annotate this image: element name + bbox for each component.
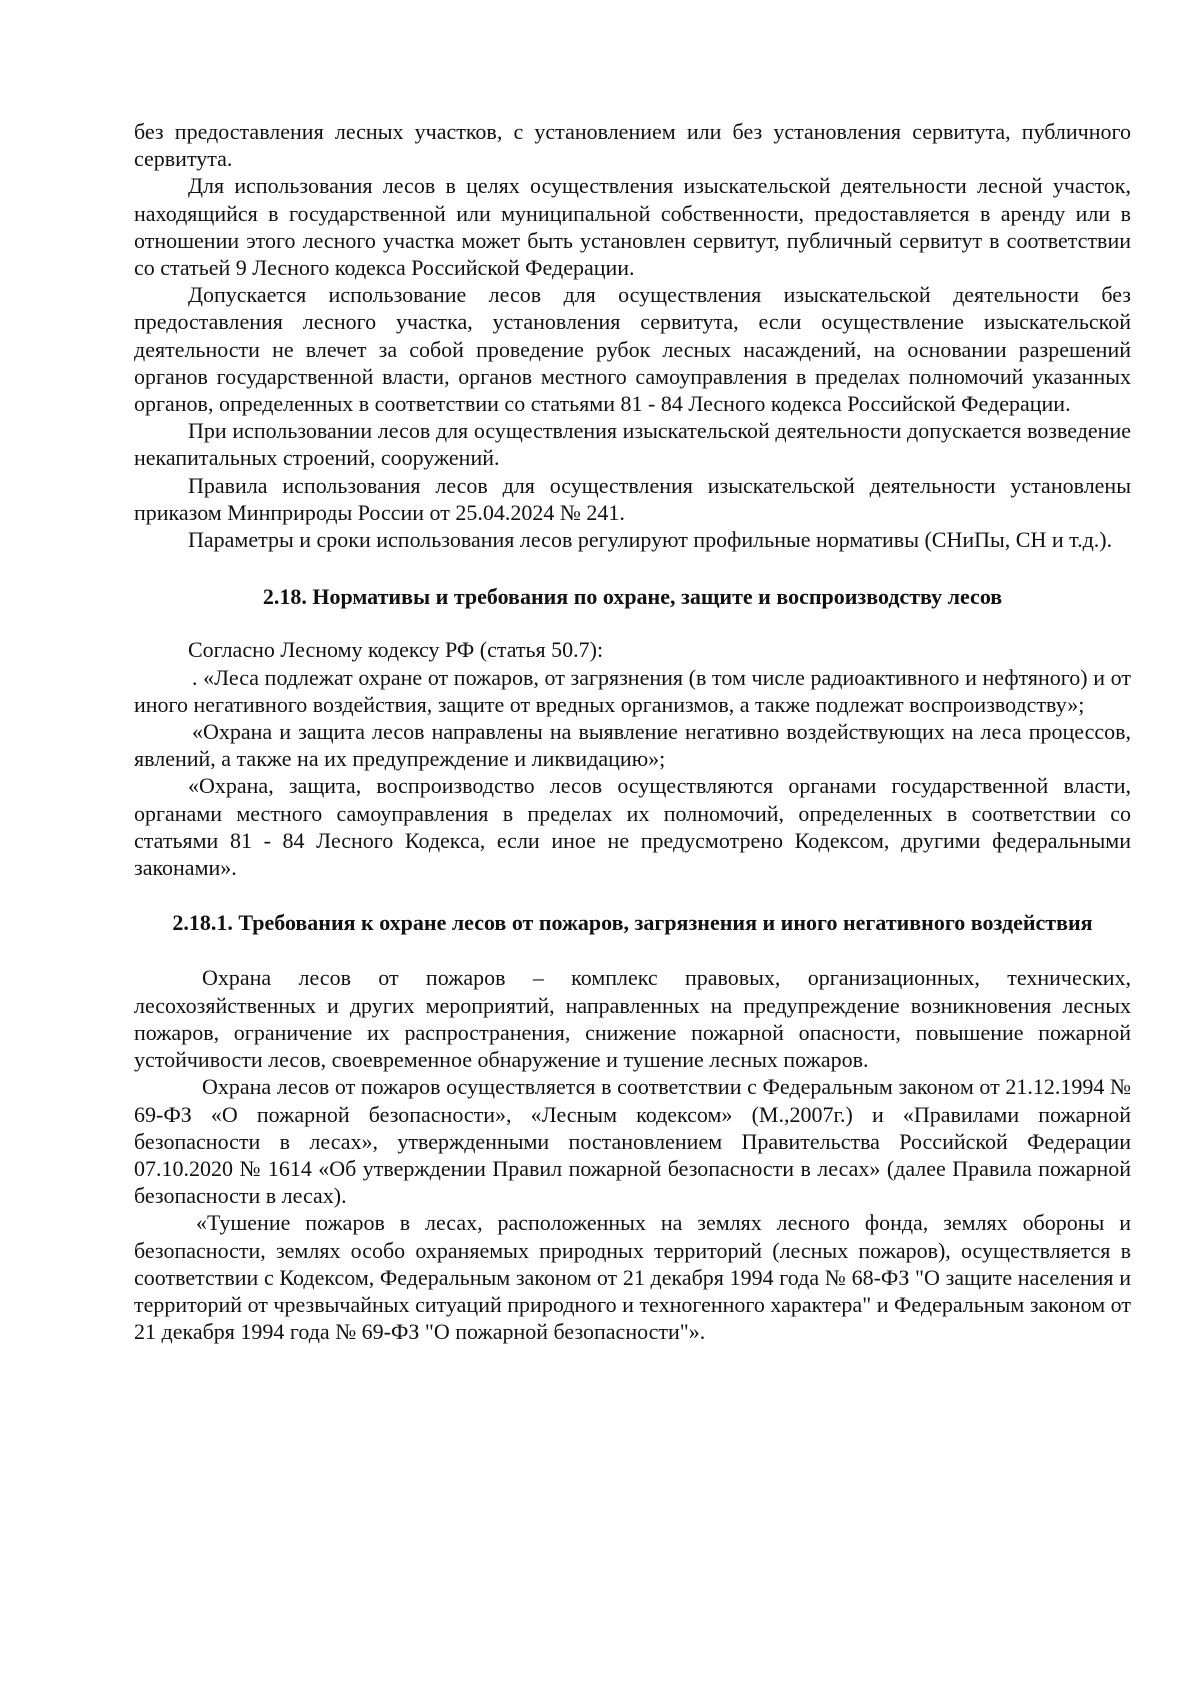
quote-forest-protection: . «Леса подлежат охране от пожаров, от загрязнения (в том числе радиоактивного и нефтяного) и от иного негативного воздействия, защите от вредных организмов, а также подлежат воспроизводству»; xyxy=(134,664,1131,717)
paragraph-fire-protection-law: Охрана лесов от пожаров осуществляется в соответствии с Федеральным законом от 21.12.1994 № 69-ФЗ «О пожарной безопасности», «Лесным кодексом» (М.,2007г.) и «Правилами пожарной безопасности в лесах», утвержденными постановлением Правительства Российской Федерации 07.10.2020 № 1614 «Об утверждении Правил пожарной безопасности в лесах» (далее Правила пожарной безопасности в лесах). xyxy=(134,1074,1131,1209)
quote-protection-aims: «Охрана и защита лесов направлены на выявление негативно воздействующих на леса процессов, явлений, а также на их предупреждение и ликвидацию»; xyxy=(134,719,1131,772)
paragraph-lease-servitude: Для использования лесов в целях осуществления изыскательской деятельности лесной участок, находящийся в государственной или муниципальной собственности, предоставляется в аренду или в отношении этого лесного участка может быть установлен сервитут, публичный сервитут в соответствии со статьей 9 Лесного кодекса Российской Федерации. xyxy=(134,173,1131,281)
section-heading-2-18-1: 2.18.1. Требования к охране лесов от пожаров, загрязнения и иного негативного воздействия xyxy=(172,910,1093,936)
paragraph-fire-protection-definition: Охрана лесов от пожаров – комплекс правовых, организационных, технических, лесохозяйственных и других мероприятий, направленных на предупреждение возникновения лесных пожаров, ограничение их распространения, снижение пожарной опасности, повышение пожарной устойчивости лесов, своевременное обнаружение и тушение лесных пожаров. xyxy=(134,965,1131,1073)
document-page xyxy=(134,118,1131,1345)
paragraph-firefighting-quote: «Тушение пожаров в лесах, расположенных на землях лесного фонда, землях обороны и безопасности, землях особо охраняемых природных территорий (лесных пожаров), осуществляется в соответствии с Кодексом, Федеральным законом от 21 декабря 1994 года № 68-ФЗ "О защите населения и территорий от чрезвычайных ситуаций природного и техногенного характера" и Федеральным законом от 21 декабря 1994 года № 69-ФЗ "О пожарной безопасности"». xyxy=(134,1210,1131,1345)
section-heading-2-18: 2.18. Нормативы и требования по охране, защите и воспроизводству лесов xyxy=(262,584,1003,610)
paragraph-continuation: без предоставления лесных участков, с установлением или без установления сервитута, публичного сервитута. xyxy=(134,119,1131,172)
paragraph-no-plot-allowed: Допускается использование лесов для осуществления изыскательской деятельности без предоставления лесного участка, установления сервитута, если осуществление изыскательской деятельности не влечет за собой проведение рубок лесных насаждений, на основании разрешений органов государственной власти, органов местного самоуправления в пределах полномочий указанных органов, определенных в соответствии со статьями 81 - 84 Лесного кодекса Российской Федерации. xyxy=(134,282,1131,417)
paragraph-intro-code: Согласно Лесному кодексу РФ (статья 50.7): xyxy=(188,637,604,663)
paragraph-parameters: Параметры и сроки использования лесов регулируют профильные нормативы (СНиПы, СН и т.д.). xyxy=(188,527,1113,553)
paragraph-rules-order: Правила использования лесов для осуществления изыскательской деятельности установлены приказом Минприроды России от 25.04.2024 № 241. xyxy=(134,472,1131,525)
paragraph-noncapital-structures: При использовании лесов для осуществления изыскательской деятельности допускается возведение некапитальных строений, сооружений. xyxy=(134,418,1131,471)
quote-authorities: «Охрана, защита, воспроизводство лесов осуществляются органами государственной власти, органами местного самоуправления в пределах их полномочий, определенных в соответствии со статьями 81 - 84 Лесного Кодекса, если иное не предусмотрено Кодексом, другими федеральными законами». xyxy=(134,773,1131,881)
